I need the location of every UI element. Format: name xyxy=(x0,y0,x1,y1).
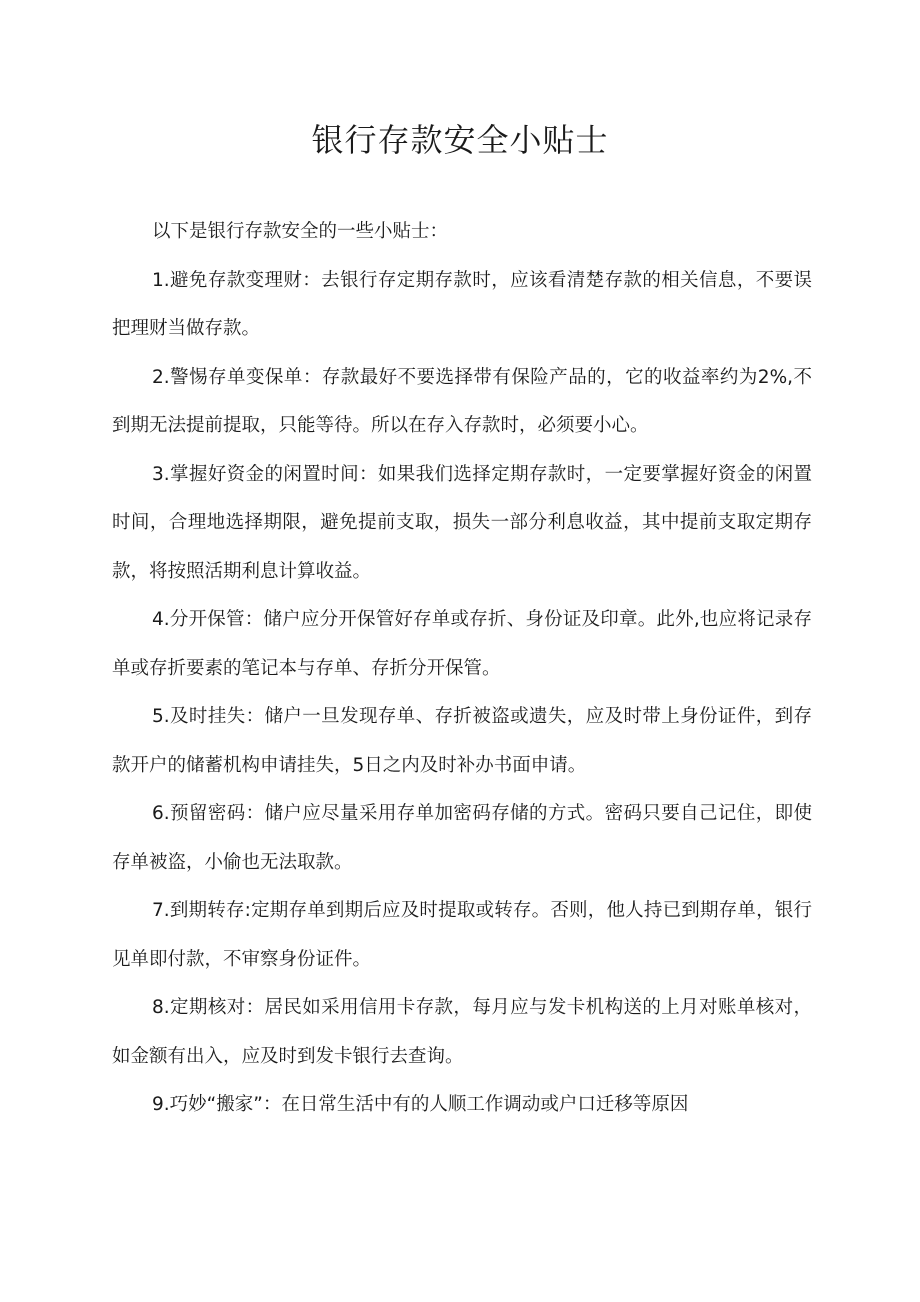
tip-paragraph-9: 9.巧妙“搬家”：在日常生活中有的人顺工作调动或户口迁移等原因 xyxy=(152,1094,689,1115)
tip-paragraph-6: 6.预留密码：储户应尽量采用存单加密码存储的方式。密码只要自己记住，即使存单被盗，小偷也无法取款。 xyxy=(112,803,812,873)
tip-paragraph-8: 8.定期核对：居民如采用信用卡存款，每月应与发卡机构送的上月对账单核对，如金额有出入，应及时到发卡银行去查询。 xyxy=(112,997,812,1067)
tip-paragraph-1: 1.避免存款变理财：去银行存定期存款时，应该看清楚存款的相关信息，不要误把理财当做存款。 xyxy=(112,269,812,339)
document-body xyxy=(112,208,812,1130)
tip-paragraph-4: 4.分开保管：储户应分开保管好存单或存折、身份证及印章。此外,也应将记录存单或存折要素的笔记本与存单、存折分开保管。 xyxy=(112,609,812,679)
tip-paragraph-7: 7.到期转存:定期存单到期后应及时提取或转存。否则，他人持已到期存单，银行见单即付款，不审察身份证件。 xyxy=(112,900,812,970)
intro-paragraph: 以下是银行存款安全的一些小贴士： xyxy=(152,221,449,242)
tip-paragraph-5: 5.及时挂失：储户一旦发现存单、存折被盗或遗失，应及时带上身份证件，到存款开户的储蓄机构申请挂失，5日之内及时补办书面申请。 xyxy=(112,706,812,776)
page-title: 银行存款安全小贴士 xyxy=(311,121,609,159)
tip-paragraph-3: 3.掌握好资金的闲置时间：如果我们选择定期存款时，一定要掌握好资金的闲置时间，合理地选择期限，避免提前支取，损失一部分利息收益，其中提前支取定期存款，将按照活期利息计算收益。 xyxy=(112,463,812,582)
tip-paragraph-2: 2.警惕存单变保单：存款最好不要选择带有保险产品的，它的收益率约为2%,不到期无法提前提取，只能等待。所以在存入存款时，必须要小心。 xyxy=(112,366,812,436)
